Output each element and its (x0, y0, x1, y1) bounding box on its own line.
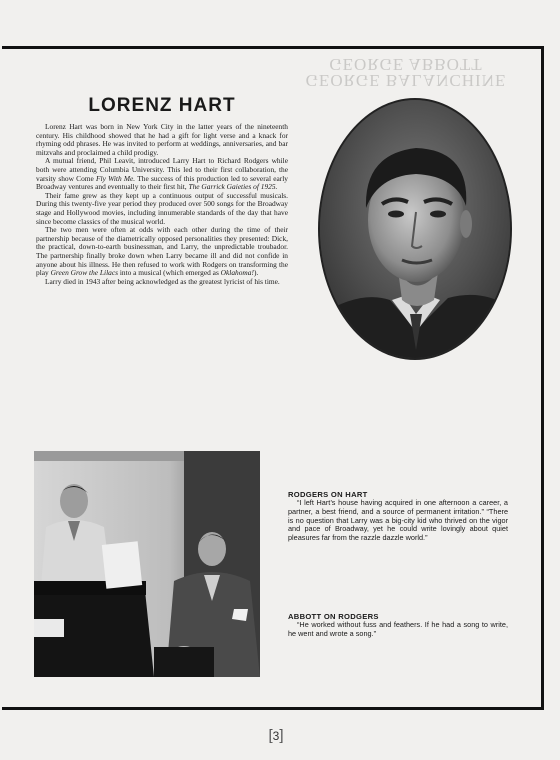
portrait-oval (318, 98, 512, 360)
rodgers-and-hart-photo (34, 451, 260, 677)
portrait-illustration (320, 100, 512, 360)
article-title: LORENZ HART (88, 95, 236, 116)
quote-rodgers-on-hart (288, 490, 508, 543)
quote-text: “I left Hart’s house having acquired in one afternoon a career, a partner, a best friend, and a source of permanent irritation.” “There is no question that Larry was a big-city kid who thrived on the vigor and pace of Broadway, yet he could write lovingly about quiet pleasures far from the razzle dazzle world.” (288, 498, 508, 543)
quote-heading: ABBOTT ON RODGERS (288, 612, 379, 621)
italic-title: Green Grow the Lilacs (50, 268, 118, 278)
article-paragraph: Their fame grew as they kept up a continuous output of successful musicals. During this twenty-five year period they produced over 500 songs for the Broadway stage and Hollywood movies, including innumerable standards of the day that have since become classics of the musical world. (36, 190, 288, 226)
quote-text: “He worked without fuss and feathers. If he had a song to write, he went and wrote a song.” (288, 620, 508, 638)
bleed-through-line-1: GEORGE BALANCHINE (305, 71, 507, 90)
article-paragraph: Larry died in 1943 after being acknowledged as the greatest lyricist of his time. (45, 276, 280, 286)
article-paragraph: The two men were often at odds with each other during the time of their partnership because of the diametrically opposed personalities they presented: Dick, the practical, down-to-earth businessman, and Larry, the unpredictable troubador. The partnership finally broke down when Larry became ill and did not confide in anyone about his illness. He then refused to work with Rodgers on transforming the play Green Grow the Lilacs into a musical (which emerged as Oklahoma!). (36, 225, 288, 278)
bleed-through-text (296, 56, 516, 88)
bleed-through-line-2: GEORGE ABBOTT (329, 55, 483, 74)
italic-title: Oklahoma! (220, 268, 254, 278)
quote-abbott-on-rodgers (288, 612, 508, 639)
page-number-value: 3 (272, 728, 280, 743)
page-number-bracket-left-icon: [ (268, 727, 273, 744)
page-number (262, 727, 290, 744)
piano-photo-illustration (34, 451, 260, 677)
article-paragraph: Lorenz Hart was born in New York City in the latter years of the nineteenth century. His childhood showed that he had a gift for light verse and a knack for rhyming odd phrases. He was invited to perform at weddings, anniversaries, and bar mitzvahs and proclaimed a child prodigy. (36, 122, 288, 157)
italic-title: Fly With Me. (96, 173, 136, 183)
quote-heading: RODGERS ON HART (288, 490, 368, 499)
article-body (36, 123, 288, 286)
page-number-bracket-right-icon: ] (279, 727, 284, 744)
article-paragraph: A mutual friend, Phil Leavit, introduced Larry Hart to Richard Rodgers while both were attending Columbia University. This led to their first collaboration, the varsity show Come Fly With Me. The success of this production led to several early Broadway ventures and eventually to their first hit, The Garrick Gaieties of 1925. (36, 156, 288, 192)
italic-title: The Garrick Gaieties of 1925. (188, 182, 278, 192)
